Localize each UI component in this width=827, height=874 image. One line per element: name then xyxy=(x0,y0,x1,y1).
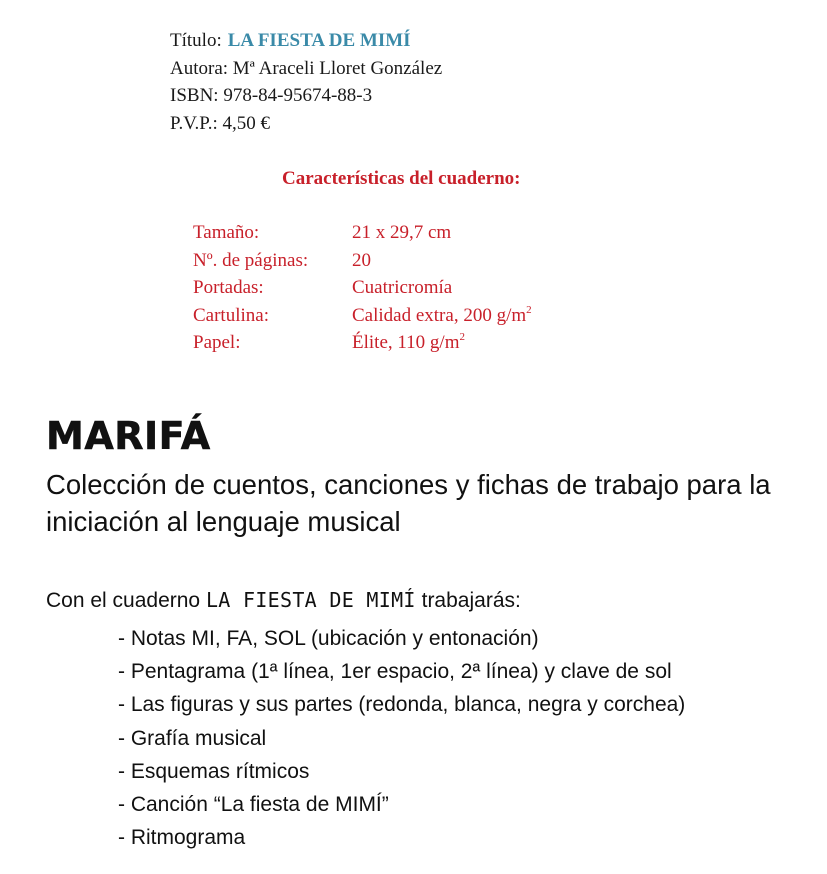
list-item: - Las figuras y sus partes (redonda, blanca, negra y corchea) xyxy=(118,693,686,717)
superscript: 2 xyxy=(526,303,532,316)
characteristic-row xyxy=(193,302,532,330)
book-isbn: ISBN: 978-84-95674-88-3 xyxy=(170,85,373,106)
series-subtitle: Colección de cuentos, canciones y fichas de trabajo para la iniciación al lenguaje musical xyxy=(46,469,771,537)
characteristic-row xyxy=(193,274,532,302)
topics-intro xyxy=(46,588,521,613)
intro-text: Con el cuaderno xyxy=(46,589,201,612)
topics-list xyxy=(118,622,685,854)
list-item: - Canción “La fiesta de MIMÍ” xyxy=(118,793,389,817)
characteristic-row xyxy=(193,247,532,275)
characteristic-value: 20 xyxy=(352,249,371,271)
characteristic-value: Calidad extra, 200 $g/m^2$ xyxy=(352,303,532,326)
list-item: - Pentagrama (1ª línea, 1er espacio, 2ª línea) y clave de sol xyxy=(118,660,672,684)
characteristic-value: Cuatricromía xyxy=(352,277,453,298)
book-author: Autora: Mª Araceli Lloret González xyxy=(170,57,443,79)
characteristic-label: Tamaño: xyxy=(193,222,260,243)
book-title: LA FIESTA DE MIMÍ xyxy=(227,30,411,51)
characteristic-value: Élite, 110 $g/m^2$ xyxy=(352,331,465,353)
book-info xyxy=(170,27,442,137)
notebook-name: LA FIESTA DE MIMÍ xyxy=(205,588,416,612)
characteristic-row xyxy=(193,329,532,357)
characteristic-value: 21 x 29,7 cm xyxy=(352,222,452,243)
superscript: 2 xyxy=(459,331,465,343)
characteristic-row xyxy=(193,219,532,247)
characteristic-label: Portadas: xyxy=(193,277,264,298)
list-item: - Notas MI, FA, SOL (ubicación y entonación) xyxy=(118,627,539,650)
characteristic-label: Papel: xyxy=(193,332,241,353)
book-title-label: Título: xyxy=(170,30,222,51)
book-title-row xyxy=(170,27,442,55)
book-price: P.V.P.: 4,50 € xyxy=(170,112,270,134)
characteristics-heading: Características del cuaderno: xyxy=(282,168,521,189)
intro-text: trabajarás: xyxy=(421,589,521,612)
characteristic-label: Cartulina: xyxy=(193,304,269,326)
list-item: - Grafía musical xyxy=(118,726,267,750)
characteristic-label: Nº. de páginas: xyxy=(193,249,309,271)
list-item: - Ritmograma xyxy=(118,826,246,850)
list-item: - Esquemas rítmicos xyxy=(118,759,310,783)
series-title: MARIFÁ xyxy=(46,414,211,458)
characteristics-table xyxy=(193,219,532,357)
